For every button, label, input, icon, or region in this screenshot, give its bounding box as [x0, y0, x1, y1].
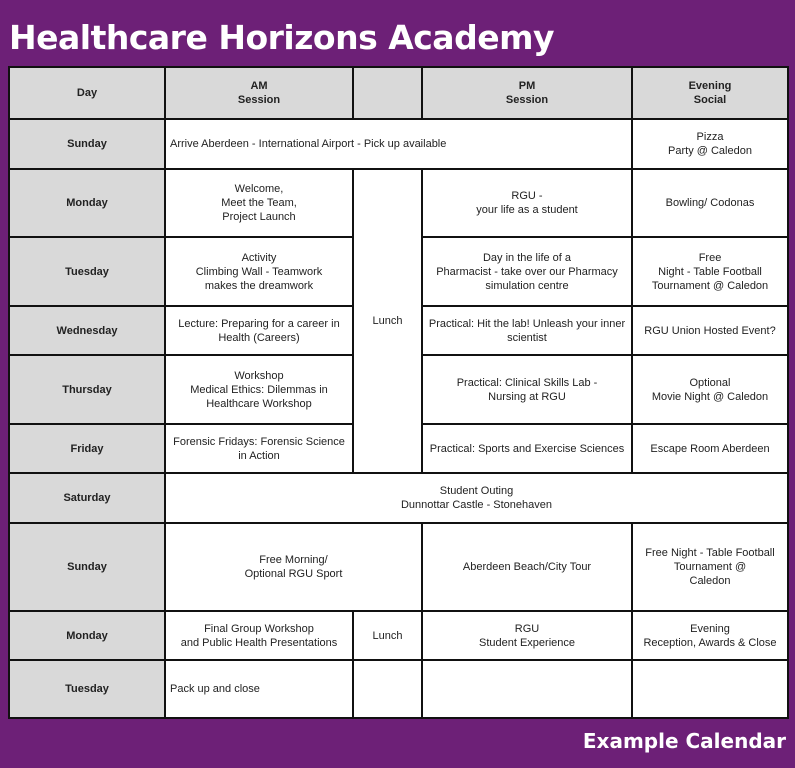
day-cell: Thursday [9, 355, 165, 424]
evening-cell: Evening Reception, Awards & Close [632, 611, 788, 660]
am-cell: Lecture: Preparing for a career in Health (Careers) [165, 306, 353, 355]
pm-cell: RGU Student Experience [422, 611, 632, 660]
lunch-cell: Lunch [353, 611, 422, 660]
table-row [9, 119, 788, 169]
table-row [9, 523, 788, 611]
evening-cell: Pizza Party @ Caledon [632, 119, 788, 169]
header-pm-session: PM Session [422, 67, 632, 119]
empty-cell [422, 660, 632, 718]
schedule-table [8, 66, 789, 719]
pm-cell: Day in the life of a Pharmacist - take over our Pharmacy simulation centre [422, 237, 632, 306]
header-evening-social: Evening Social [632, 67, 788, 119]
day-cell: Friday [9, 424, 165, 473]
header-am-session: AM Session [165, 67, 353, 119]
table-row [9, 169, 788, 237]
am-cell: Arrive Aberdeen - International Airport - Pick up available [165, 119, 632, 169]
am-cell: Final Group Workshop and Public Health Presentations [165, 611, 353, 660]
header-row [9, 67, 788, 119]
page-title: Healthcare Horizons Academy [9, 18, 554, 57]
evening-cell: Bowling/ Codonas [632, 169, 788, 237]
evening-cell: RGU Union Hosted Event? [632, 306, 788, 355]
outing-cell: Student Outing Dunnottar Castle - Stonehaven [165, 473, 788, 523]
day-cell: Sunday [9, 119, 165, 169]
am-cell: Workshop Medical Ethics: Dilemmas in Healthcare Workshop [165, 355, 353, 424]
evening-cell: Escape Room Aberdeen [632, 424, 788, 473]
header-day: Day [9, 67, 165, 119]
table-row [9, 660, 788, 718]
pm-cell: RGU - your life as a student [422, 169, 632, 237]
evening-cell: Free Night - Table Football Tournament @ Caledon [632, 237, 788, 306]
example-calendar-label: Example Calendar [582, 729, 786, 753]
table-row [9, 473, 788, 523]
empty-cell [353, 660, 422, 718]
am-cell: Welcome, Meet the Team, Project Launch [165, 169, 353, 237]
day-cell: Monday [9, 169, 165, 237]
empty-cell [632, 660, 788, 718]
table-row [9, 611, 788, 660]
lunch-cell: Lunch [353, 169, 422, 473]
day-cell: Tuesday [9, 237, 165, 306]
am-cell: Activity Climbing Wall - Teamwork makes the dreamwork [165, 237, 353, 306]
header-blank [353, 67, 422, 119]
pm-cell: Practical: Sports and Exercise Sciences [422, 424, 632, 473]
day-cell: Tuesday [9, 660, 165, 718]
am-cell: Forensic Fridays: Forensic Science in Action [165, 424, 353, 473]
am-cell: Free Morning/ Optional RGU Sport [165, 523, 422, 611]
day-cell: Sunday [9, 523, 165, 611]
am-cell: Pack up and close [165, 660, 353, 718]
pm-cell: Practical: Hit the lab! Unleash your inner scientist [422, 306, 632, 355]
pm-cell: Practical: Clinical Skills Lab - Nursing at RGU [422, 355, 632, 424]
day-cell: Monday [9, 611, 165, 660]
pm-cell: Aberdeen Beach/City Tour [422, 523, 632, 611]
evening-cell: Optional Movie Night @ Caledon [632, 355, 788, 424]
evening-cell: Free Night - Table Football Tournament @ Caledon [632, 523, 788, 611]
day-cell: Wednesday [9, 306, 165, 355]
day-cell: Saturday [9, 473, 165, 523]
